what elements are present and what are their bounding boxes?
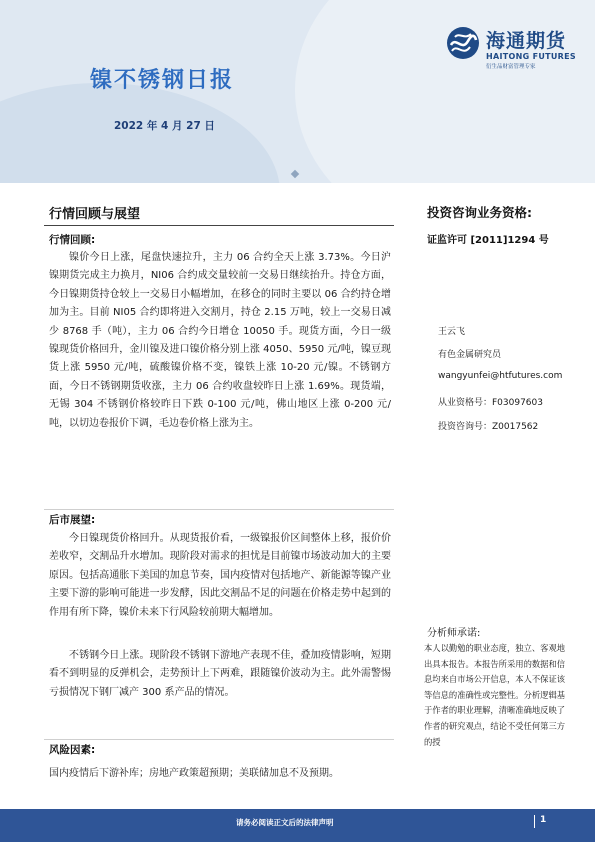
heading-rule xyxy=(44,225,394,226)
analyst-name: 王云飞 xyxy=(438,327,466,337)
risk-text: 国内疫情后下游补库；房地产政策超预期；美联储加息不及预期。 xyxy=(49,768,339,779)
qualification-title: 投资咨询业务资格: xyxy=(427,205,532,220)
divider xyxy=(44,739,394,740)
analyst-department: 有色金属研究员 xyxy=(438,350,502,360)
page-number: 1 xyxy=(540,815,547,825)
outlook-paragraph-2: 不锈钢今日上涨。现阶段不锈钢下游地产表现不佳，叠加疫情影响，短期看不到明显的反弹机会，走势预计上下两难，跟随镍价波动为主。此外需警惕亏损情况下钢厂减产 300 系产品的情况。 xyxy=(49,650,391,698)
banner-wave xyxy=(0,83,280,183)
legal-notice: 请务必阅读正文后的法律声明 xyxy=(236,818,334,827)
disclaimer-text: 本人以勤勉的职业态度，独立、客观地出具本报告。本报告所采用的数据和信息均来自市场公开信息，本人不保证该等信息的准确性或完整性。分析逻辑基于作者的职业理解，清晰准确地反映了作者的研究观点，结论不受任何第三方的授 xyxy=(424,643,566,747)
logo-english: HAITONG FUTURES xyxy=(486,52,576,61)
report-title: 镍不锈钢日报 xyxy=(90,68,235,93)
report-date: 2022 年 4 月 27 日 xyxy=(114,120,215,132)
logo-slogan: 衍生品财富管理专家 xyxy=(486,64,536,70)
haitong-logo-icon xyxy=(446,26,480,60)
analyst-email[interactable]: wangyunfei@htfutures.com xyxy=(438,371,563,381)
outlook-title: 后市展望: xyxy=(49,514,96,526)
disclaimer-title: 分析师承诺: xyxy=(427,628,481,639)
divider xyxy=(44,509,394,510)
review-title: 行情回顾: xyxy=(49,234,96,246)
risk-title: 风险因素: xyxy=(49,744,96,756)
footer-separator xyxy=(534,815,535,828)
analyst-advisory-number: 投资咨询号：Z0017562 xyxy=(438,422,539,432)
outlook-paragraph-1: 今日镍现货价格回升。从现货报价看，一级镍报价区间整体上移，报价价差收窄，交割品升水增加。现阶段对需求的担忧是目前镍市场波动加大的主要原因。包括高通胀下美国的加息节奏，国内疫情对包括地产、新能源等镍产业主要下游的影响可能进一步发酵，因此交割品不足的问题在价格走势中起到的作用有所下降，镍价未来下行风险较前期大幅增加。 xyxy=(49,533,391,618)
section-heading: 行情回顾与展望 xyxy=(49,207,141,222)
logo-name: 海通期货 xyxy=(486,30,567,52)
license-number: 证监许可 [2011]1294 号 xyxy=(427,235,549,246)
analyst-certificate: 从业资格号：F03097603 xyxy=(438,398,543,408)
review-paragraph: 镍价今日上涨，尾盘快速拉升，主力 06 合约全天上涨 3.73%。今日沪镍期货完成主力换月，NI06 合约成交量较前一交易日继续抬升。持仓方面，今日镍期货持仓较上一交易日小幅增加，在移仓的同时主要以 06 合约持仓增加为主。目前 NI05 合约即将进入交割月，持仓 2.15 万吨，较上一交易日减少 8768 手（吨），主力 06 合约今日增仓 10050 手。现货方面，今日一级镍现货价格回升，金川镍及进口镍价格分别上涨 4050、5950 元/吨，镍豆现货上涨 5950 元/吨，硫酸镍价格不变，镍铁上涨 10-20 元/镍。不锈钢方面，今日不锈钢期货收涨，主力 06 合约收盘较昨日上涨 1.69%。现货端，无锡 304 不锈钢价格较昨日下跌 0-100 元/吨，佛山地区上涨 0-200 元/吨，以切边卷报价下调，毛边卷价格上涨为主。 xyxy=(49,252,391,429)
